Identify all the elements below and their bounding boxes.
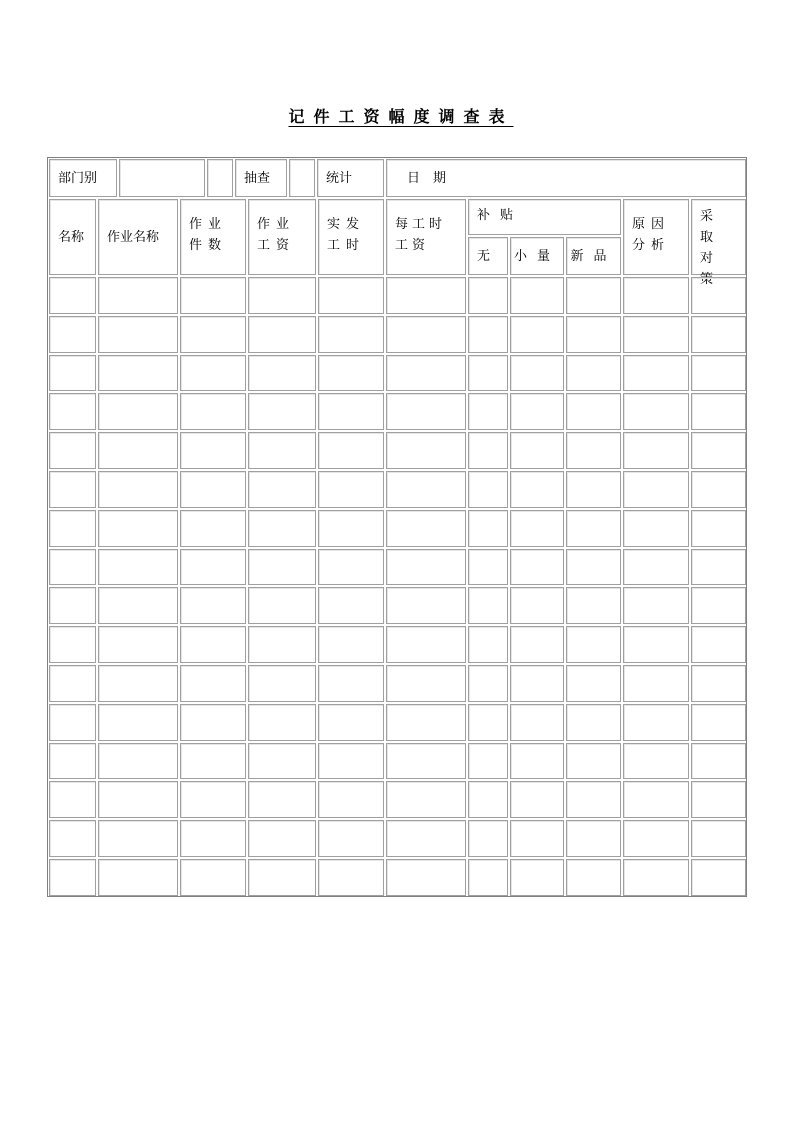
cell-task-name[interactable] [98, 704, 178, 741]
cell-countermeasure[interactable] [691, 665, 746, 702]
cell-countermeasure[interactable] [691, 743, 746, 779]
sample-label: 抽查 [235, 159, 287, 197]
cell-task-count[interactable] [180, 626, 246, 663]
cell-name[interactable] [49, 277, 96, 314]
cell-cause-analysis[interactable] [623, 743, 689, 779]
cell-task-name[interactable] [98, 820, 178, 857]
cell-subsidy-none[interactable] [468, 471, 508, 508]
cell-cause-analysis[interactable] [623, 316, 689, 353]
cell-name[interactable] [49, 665, 96, 702]
cell-task-count[interactable] [180, 820, 246, 857]
cell-task-count[interactable] [180, 355, 246, 391]
cell-name[interactable] [49, 471, 96, 508]
cell-actual-hours[interactable] [318, 355, 384, 391]
cell-task-wage[interactable] [248, 665, 316, 702]
cell-hourly-wage[interactable] [386, 471, 466, 508]
form-title-text: 记件工资幅度调查表 [288, 107, 514, 126]
cell-task-wage[interactable] [248, 355, 316, 391]
cell-task-wage[interactable] [248, 549, 316, 585]
cell-countermeasure[interactable] [691, 355, 746, 391]
cell-countermeasure[interactable] [691, 820, 746, 857]
cell-hourly-wage[interactable] [386, 393, 466, 430]
cell-task-wage[interactable] [248, 820, 316, 857]
cell-subsidy-new[interactable] [566, 587, 621, 624]
cell-task-count[interactable] [180, 277, 246, 314]
cell-task-name[interactable] [98, 355, 178, 391]
cell-hourly-wage[interactable] [386, 820, 466, 857]
cell-task-name[interactable] [98, 277, 178, 314]
cell-task-name[interactable] [98, 859, 178, 896]
cell-subsidy-small[interactable] [510, 743, 564, 779]
cell-task-wage[interactable] [248, 743, 316, 779]
cell-task-count[interactable] [180, 393, 246, 430]
cell-subsidy-small[interactable] [510, 393, 564, 430]
cell-task-count[interactable] [180, 587, 246, 624]
cell-countermeasure[interactable] [691, 781, 746, 818]
cell-name[interactable] [49, 859, 96, 896]
cell-cause-analysis[interactable] [623, 393, 689, 430]
cell-task-count[interactable] [180, 549, 246, 585]
cell-hourly-wage[interactable] [386, 355, 466, 391]
cell-task-wage[interactable] [248, 704, 316, 741]
cell-hourly-wage[interactable] [386, 626, 466, 663]
cell-hourly-wage[interactable] [386, 781, 466, 818]
cell-subsidy-none[interactable] [468, 820, 508, 857]
cell-actual-hours[interactable] [318, 471, 384, 508]
cell-task-wage[interactable] [248, 781, 316, 818]
cell-subsidy-new[interactable] [566, 820, 621, 857]
cell-subsidy-small[interactable] [510, 510, 564, 547]
cell-cause-analysis[interactable] [623, 859, 689, 896]
cell-subsidy-small[interactable] [510, 355, 564, 391]
header-cause-analysis: 原因分析 [623, 199, 689, 275]
cell-subsidy-small[interactable] [510, 665, 564, 702]
cell-hourly-wage[interactable] [386, 432, 466, 469]
cell-cause-analysis[interactable] [623, 704, 689, 741]
cell-actual-hours[interactable] [318, 743, 384, 779]
cell-task-wage[interactable] [248, 859, 316, 896]
cell-task-wage[interactable] [248, 432, 316, 469]
cell-subsidy-none[interactable] [468, 277, 508, 314]
cell-cause-analysis[interactable] [623, 355, 689, 391]
cell-hourly-wage[interactable] [386, 277, 466, 314]
cell-countermeasure[interactable] [691, 704, 746, 741]
cell-subsidy-none[interactable] [468, 743, 508, 779]
cell-hourly-wage[interactable] [386, 859, 466, 896]
cell-subsidy-small[interactable] [510, 781, 564, 818]
cell-task-name[interactable] [98, 432, 178, 469]
cell-task-count[interactable] [180, 665, 246, 702]
cell-task-name[interactable] [98, 743, 178, 779]
cell-countermeasure[interactable] [691, 549, 746, 585]
cell-cause-analysis[interactable] [623, 471, 689, 508]
cell-countermeasure[interactable] [691, 587, 746, 624]
dept-label: 部门别 [49, 159, 117, 197]
cell-subsidy-new[interactable] [566, 393, 621, 430]
cell-subsidy-new[interactable] [566, 626, 621, 663]
cell-name[interactable] [49, 743, 96, 779]
cell-actual-hours[interactable] [318, 820, 384, 857]
cell-actual-hours[interactable] [318, 393, 384, 430]
cell-cause-analysis[interactable] [623, 432, 689, 469]
cell-task-count[interactable] [180, 471, 246, 508]
cell-name[interactable] [49, 704, 96, 741]
cell-cause-analysis[interactable] [623, 549, 689, 585]
header-subsidy: 补贴 [468, 199, 621, 235]
cell-task-name[interactable] [98, 665, 178, 702]
header-task-count: 作业件数 [180, 199, 246, 275]
cell-subsidy-small[interactable] [510, 587, 564, 624]
header-task-name: 作业名称 [98, 199, 178, 275]
cell-cause-analysis[interactable] [623, 587, 689, 624]
cell-name[interactable] [49, 820, 96, 857]
cell-name[interactable] [49, 626, 96, 663]
cell-countermeasure[interactable] [691, 471, 746, 508]
cell-task-wage[interactable] [248, 277, 316, 314]
cell-subsidy-small[interactable] [510, 859, 564, 896]
header-countermeasure: 采取对策 [691, 199, 746, 275]
blank-field[interactable] [207, 159, 233, 197]
cell-cause-analysis[interactable] [623, 820, 689, 857]
cell-subsidy-none[interactable] [468, 393, 508, 430]
cell-hourly-wage[interactable] [386, 510, 466, 547]
survey-table [47, 157, 747, 897]
cell-name[interactable] [49, 393, 96, 430]
header-name: 名称 [49, 199, 96, 275]
cell-task-wage[interactable] [248, 510, 316, 547]
cell-hourly-wage[interactable] [386, 743, 466, 779]
cell-subsidy-new[interactable] [566, 471, 621, 508]
cell-task-count[interactable] [180, 781, 246, 818]
cell-actual-hours[interactable] [318, 704, 384, 741]
cell-subsidy-small[interactable] [510, 820, 564, 857]
cell-hourly-wage[interactable] [386, 549, 466, 585]
stats-label: 统计 [317, 159, 384, 197]
header-task-wage: 作业工资 [248, 199, 316, 275]
cell-task-count[interactable] [180, 432, 246, 469]
cell-hourly-wage[interactable] [386, 665, 466, 702]
cell-cause-analysis[interactable] [623, 510, 689, 547]
cell-countermeasure[interactable] [691, 316, 746, 353]
cell-subsidy-new[interactable] [566, 355, 621, 391]
cell-hourly-wage[interactable] [386, 316, 466, 353]
cell-subsidy-small[interactable] [510, 549, 564, 585]
cell-cause-analysis[interactable] [623, 665, 689, 702]
cell-name[interactable] [49, 549, 96, 585]
form-title [0, 104, 793, 127]
cell-subsidy-new[interactable] [566, 743, 621, 779]
cell-subsidy-none[interactable] [468, 587, 508, 624]
cell-task-wage[interactable] [248, 393, 316, 430]
cell-hourly-wage[interactable] [386, 587, 466, 624]
cell-actual-hours[interactable] [318, 587, 384, 624]
cell-countermeasure[interactable] [691, 432, 746, 469]
cell-subsidy-none[interactable] [468, 510, 508, 547]
header-subsidy-new: 新品 [566, 237, 621, 275]
cell-cause-analysis[interactable] [623, 781, 689, 818]
cell-subsidy-none[interactable] [468, 859, 508, 896]
cell-name[interactable] [49, 781, 96, 818]
cell-task-name[interactable] [98, 587, 178, 624]
cell-subsidy-new[interactable] [566, 432, 621, 469]
cell-subsidy-none[interactable] [468, 626, 508, 663]
cell-subsidy-new[interactable] [566, 781, 621, 818]
cell-task-wage[interactable] [248, 471, 316, 508]
cell-task-name[interactable] [98, 549, 178, 585]
cell-cause-analysis[interactable] [623, 626, 689, 663]
cell-actual-hours[interactable] [318, 549, 384, 585]
cell-actual-hours[interactable] [318, 781, 384, 818]
cell-task-name[interactable] [98, 626, 178, 663]
cell-subsidy-new[interactable] [566, 704, 621, 741]
cell-task-name[interactable] [98, 393, 178, 430]
cell-task-count[interactable] [180, 316, 246, 353]
cell-task-wage[interactable] [248, 587, 316, 624]
cell-name[interactable] [49, 510, 96, 547]
cell-subsidy-new[interactable] [566, 665, 621, 702]
header-actual-hours: 实发工时 [318, 199, 384, 275]
cell-subsidy-new[interactable] [566, 859, 621, 896]
cell-subsidy-new[interactable] [566, 277, 621, 314]
cell-subsidy-none[interactable] [468, 781, 508, 818]
cell-subsidy-none[interactable] [468, 549, 508, 585]
sample-field[interactable] [289, 159, 315, 197]
cell-subsidy-small[interactable] [510, 432, 564, 469]
cell-actual-hours[interactable] [318, 626, 384, 663]
cell-actual-hours[interactable] [318, 316, 384, 353]
cell-cause-analysis[interactable] [623, 277, 689, 314]
date-label: 日 期 [386, 159, 746, 197]
cell-subsidy-small[interactable] [510, 704, 564, 741]
cell-task-name[interactable] [98, 510, 178, 547]
cell-subsidy-new[interactable] [566, 316, 621, 353]
cell-subsidy-none[interactable] [468, 704, 508, 741]
cell-name[interactable] [49, 587, 96, 624]
cell-countermeasure[interactable] [691, 859, 746, 896]
cell-subsidy-none[interactable] [468, 432, 508, 469]
cell-name[interactable] [49, 355, 96, 391]
cell-task-wage[interactable] [248, 626, 316, 663]
cell-task-count[interactable] [180, 510, 246, 547]
cell-task-count[interactable] [180, 859, 246, 896]
cell-countermeasure[interactable] [691, 277, 746, 314]
cell-actual-hours[interactable] [318, 665, 384, 702]
cell-task-name[interactable] [98, 781, 178, 818]
cell-countermeasure[interactable] [691, 393, 746, 430]
cell-subsidy-none[interactable] [468, 665, 508, 702]
cell-actual-hours[interactable] [318, 432, 384, 469]
cell-countermeasure[interactable] [691, 510, 746, 547]
cell-actual-hours[interactable] [318, 277, 384, 314]
header-subsidy-small: 小量 [510, 237, 564, 275]
header-subsidy-none: 无 [468, 237, 508, 275]
cell-subsidy-small[interactable] [510, 626, 564, 663]
cell-task-count[interactable] [180, 704, 246, 741]
cell-subsidy-new[interactable] [566, 549, 621, 585]
header-hourly-wage: 每工时工资 [386, 199, 466, 275]
cell-task-wage[interactable] [248, 316, 316, 353]
cell-subsidy-small[interactable] [510, 316, 564, 353]
cell-subsidy-none[interactable] [468, 355, 508, 391]
cell-task-count[interactable] [180, 743, 246, 779]
dept-field[interactable] [119, 159, 205, 197]
cell-countermeasure[interactable] [691, 626, 746, 663]
cell-subsidy-new[interactable] [566, 510, 621, 547]
cell-actual-hours[interactable] [318, 859, 384, 896]
cell-actual-hours[interactable] [318, 510, 384, 547]
cell-subsidy-none[interactable] [468, 316, 508, 353]
cell-subsidy-small[interactable] [510, 277, 564, 314]
cell-subsidy-small[interactable] [510, 471, 564, 508]
cell-task-name[interactable] [98, 471, 178, 508]
cell-name[interactable] [49, 432, 96, 469]
cell-task-name[interactable] [98, 316, 178, 353]
cell-name[interactable] [49, 316, 96, 353]
cell-hourly-wage[interactable] [386, 704, 466, 741]
